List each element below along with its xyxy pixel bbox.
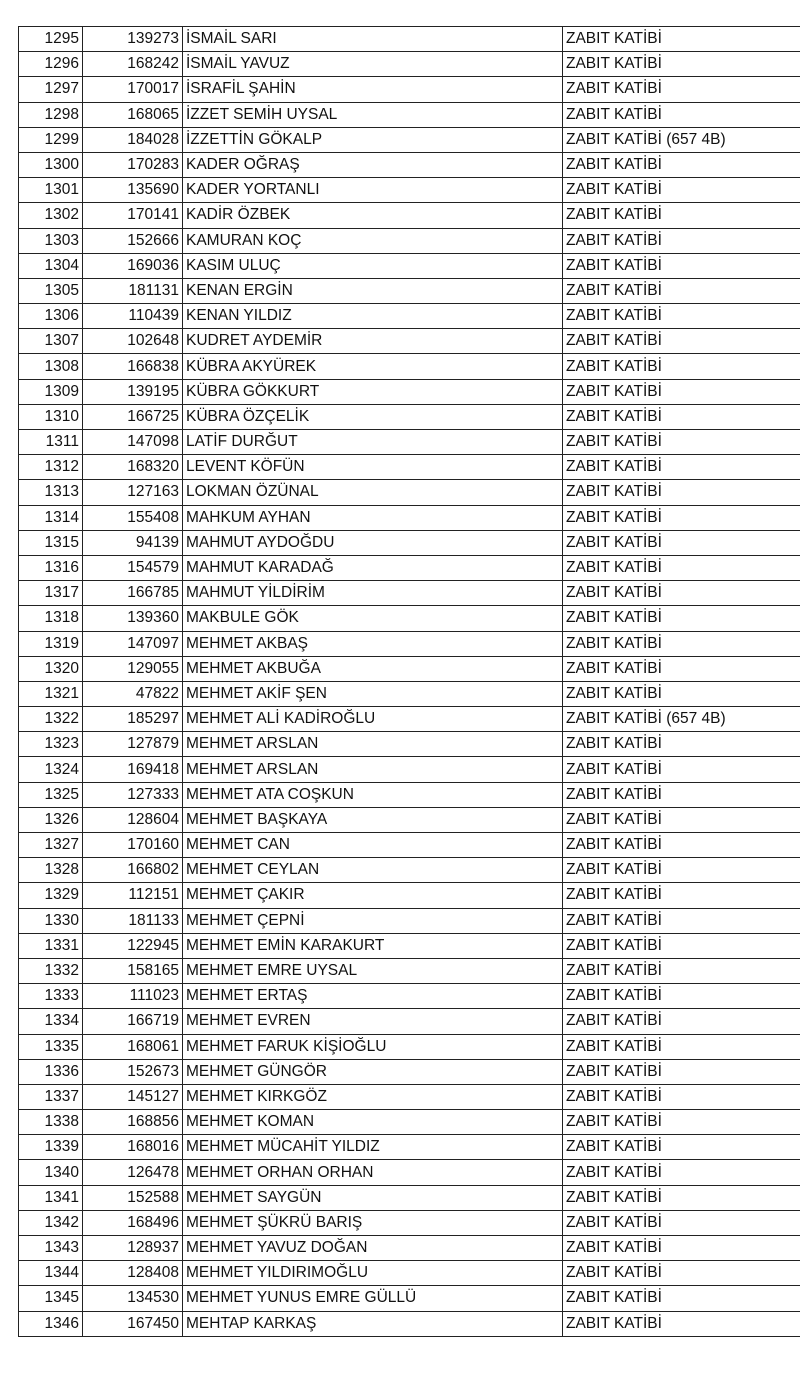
registry-number-cell: 170141 bbox=[83, 203, 183, 228]
registry-number-cell: 170283 bbox=[83, 152, 183, 177]
title-cell: ZABIT KATİBİ bbox=[563, 228, 800, 253]
registry-number-cell: 168016 bbox=[83, 1135, 183, 1160]
registry-number-cell: 185297 bbox=[83, 707, 183, 732]
registry-number-cell: 166725 bbox=[83, 404, 183, 429]
table-row bbox=[19, 732, 800, 757]
title-cell: ZABIT KATİBİ (657 4B) bbox=[563, 707, 800, 732]
title-cell: ZABIT KATİBİ bbox=[563, 1135, 800, 1160]
title-cell: ZABIT KATİBİ bbox=[563, 77, 800, 102]
table-row bbox=[19, 102, 800, 127]
title-cell: ZABIT KATİBİ bbox=[563, 480, 800, 505]
full-name-cell: LOKMAN ÖZÜNAL bbox=[183, 480, 563, 505]
registry-number-cell: 102648 bbox=[83, 329, 183, 354]
row-number-cell: 1320 bbox=[19, 656, 83, 681]
table-row bbox=[19, 1311, 800, 1336]
full-name-cell: KENAN ERGİN bbox=[183, 278, 563, 303]
row-number-cell: 1329 bbox=[19, 883, 83, 908]
full-name-cell: MEHMET YAVUZ DOĞAN bbox=[183, 1236, 563, 1261]
row-number-cell: 1335 bbox=[19, 1034, 83, 1059]
full-name-cell: İZZETTİN GÖKALP bbox=[183, 127, 563, 152]
table-row bbox=[19, 354, 800, 379]
registry-number-cell: 168496 bbox=[83, 1210, 183, 1235]
full-name-cell: MEHMET YUNUS EMRE GÜLLÜ bbox=[183, 1286, 563, 1311]
table-row bbox=[19, 455, 800, 480]
title-cell: ZABIT KATİBİ bbox=[563, 581, 800, 606]
registry-number-cell: 155408 bbox=[83, 505, 183, 530]
row-number-cell: 1301 bbox=[19, 178, 83, 203]
full-name-cell: MEHMET AKBUĞA bbox=[183, 656, 563, 681]
full-name-cell: KENAN YILDIZ bbox=[183, 304, 563, 329]
table-row bbox=[19, 858, 800, 883]
registry-number-cell: 147098 bbox=[83, 430, 183, 455]
full-name-cell: MEHMET CAN bbox=[183, 833, 563, 858]
row-number-cell: 1317 bbox=[19, 581, 83, 606]
full-name-cell: MEHMET EMRE UYSAL bbox=[183, 958, 563, 983]
row-number-cell: 1295 bbox=[19, 27, 83, 52]
row-number-cell: 1341 bbox=[19, 1185, 83, 1210]
full-name-cell: MEHMET ÇAKIR bbox=[183, 883, 563, 908]
registry-number-cell: 169036 bbox=[83, 253, 183, 278]
table-row bbox=[19, 833, 800, 858]
table-row bbox=[19, 480, 800, 505]
registry-number-cell: 127879 bbox=[83, 732, 183, 757]
row-number-cell: 1346 bbox=[19, 1311, 83, 1336]
registry-number-cell: 122945 bbox=[83, 933, 183, 958]
registry-number-cell: 128408 bbox=[83, 1261, 183, 1286]
registry-number-cell: 184028 bbox=[83, 127, 183, 152]
title-cell: ZABIT KATİBİ bbox=[563, 102, 800, 127]
table-row bbox=[19, 27, 800, 52]
title-cell: ZABIT KATİBİ bbox=[563, 933, 800, 958]
title-cell: ZABIT KATİBİ bbox=[563, 1110, 800, 1135]
table-row bbox=[19, 1110, 800, 1135]
title-cell: ZABIT KATİBİ bbox=[563, 1160, 800, 1185]
full-name-cell: İSMAİL SARI bbox=[183, 27, 563, 52]
row-number-cell: 1312 bbox=[19, 455, 83, 480]
registry-number-cell: 147097 bbox=[83, 631, 183, 656]
table-row bbox=[19, 203, 800, 228]
row-number-cell: 1331 bbox=[19, 933, 83, 958]
title-cell: ZABIT KATİBİ bbox=[563, 27, 800, 52]
full-name-cell: KUDRET AYDEMİR bbox=[183, 329, 563, 354]
row-number-cell: 1307 bbox=[19, 329, 83, 354]
table-row bbox=[19, 707, 800, 732]
title-cell: ZABIT KATİBİ bbox=[563, 379, 800, 404]
table-row bbox=[19, 555, 800, 580]
title-cell: ZABIT KATİBİ bbox=[563, 1261, 800, 1286]
row-number-cell: 1309 bbox=[19, 379, 83, 404]
full-name-cell: MAHMUT YİLDİRİM bbox=[183, 581, 563, 606]
table-row bbox=[19, 1059, 800, 1084]
title-cell: ZABIT KATİBİ bbox=[563, 958, 800, 983]
row-number-cell: 1343 bbox=[19, 1236, 83, 1261]
registry-number-cell: 112151 bbox=[83, 883, 183, 908]
title-cell: ZABIT KATİBİ bbox=[563, 984, 800, 1009]
full-name-cell: MEHMET ARSLAN bbox=[183, 757, 563, 782]
table-row bbox=[19, 1210, 800, 1235]
registry-number-cell: 47822 bbox=[83, 681, 183, 706]
table-row bbox=[19, 77, 800, 102]
full-name-cell: MEHTAP KARKAŞ bbox=[183, 1311, 563, 1336]
table-row bbox=[19, 656, 800, 681]
full-name-cell: KÜBRA GÖKKURT bbox=[183, 379, 563, 404]
registry-number-cell: 170017 bbox=[83, 77, 183, 102]
title-cell: ZABIT KATİBİ bbox=[563, 1185, 800, 1210]
table-row bbox=[19, 228, 800, 253]
title-cell: ZABIT KATİBİ bbox=[563, 278, 800, 303]
registry-number-cell: 135690 bbox=[83, 178, 183, 203]
row-number-cell: 1310 bbox=[19, 404, 83, 429]
full-name-cell: MEHMET MÜCAHİT YILDIZ bbox=[183, 1135, 563, 1160]
row-number-cell: 1300 bbox=[19, 152, 83, 177]
full-name-cell: KÜBRA ÖZÇELİK bbox=[183, 404, 563, 429]
table-row bbox=[19, 606, 800, 631]
title-cell: ZABIT KATİBİ bbox=[563, 1059, 800, 1084]
full-name-cell: İSRAFİL ŞAHİN bbox=[183, 77, 563, 102]
table-row bbox=[19, 1236, 800, 1261]
title-cell: ZABIT KATİBİ bbox=[563, 430, 800, 455]
row-number-cell: 1297 bbox=[19, 77, 83, 102]
table-row bbox=[19, 530, 800, 555]
registry-number-cell: 168061 bbox=[83, 1034, 183, 1059]
registry-number-cell: 181133 bbox=[83, 908, 183, 933]
table-row bbox=[19, 505, 800, 530]
row-number-cell: 1316 bbox=[19, 555, 83, 580]
full-name-cell: MEHMET SAYGÜN bbox=[183, 1185, 563, 1210]
table-row bbox=[19, 304, 800, 329]
full-name-cell: KASIM ULUÇ bbox=[183, 253, 563, 278]
table-row bbox=[19, 933, 800, 958]
full-name-cell: MEHMET BAŞKAYA bbox=[183, 807, 563, 832]
registry-number-cell: 128937 bbox=[83, 1236, 183, 1261]
registry-number-cell: 129055 bbox=[83, 656, 183, 681]
table-row bbox=[19, 631, 800, 656]
title-cell: ZABIT KATİBİ bbox=[563, 1009, 800, 1034]
title-cell: ZABIT KATİBİ bbox=[563, 1210, 800, 1235]
table-row bbox=[19, 430, 800, 455]
title-cell: ZABIT KATİBİ bbox=[563, 1236, 800, 1261]
full-name-cell: MAHMUT KARADAĞ bbox=[183, 555, 563, 580]
full-name-cell: İSMAİL YAVUZ bbox=[183, 52, 563, 77]
full-name-cell: MEHMET AKBAŞ bbox=[183, 631, 563, 656]
title-cell: ZABIT KATİBİ bbox=[563, 883, 800, 908]
registry-number-cell: 168065 bbox=[83, 102, 183, 127]
registry-number-cell: 168242 bbox=[83, 52, 183, 77]
title-cell: ZABIT KATİBİ bbox=[563, 178, 800, 203]
row-number-cell: 1345 bbox=[19, 1286, 83, 1311]
table-row bbox=[19, 52, 800, 77]
title-cell: ZABIT KATİBİ bbox=[563, 833, 800, 858]
full-name-cell: MEHMET ÇEPNİ bbox=[183, 908, 563, 933]
title-cell: ZABIT KATİBİ bbox=[563, 203, 800, 228]
registry-number-cell: 167450 bbox=[83, 1311, 183, 1336]
registry-number-cell: 168320 bbox=[83, 455, 183, 480]
registry-number-cell: 139360 bbox=[83, 606, 183, 631]
table-row bbox=[19, 152, 800, 177]
full-name-cell: MEHMET EVREN bbox=[183, 1009, 563, 1034]
full-name-cell: KADİR ÖZBEK bbox=[183, 203, 563, 228]
row-number-cell: 1315 bbox=[19, 530, 83, 555]
full-name-cell: KADER YORTANLI bbox=[183, 178, 563, 203]
registry-number-cell: 166719 bbox=[83, 1009, 183, 1034]
row-number-cell: 1322 bbox=[19, 707, 83, 732]
row-number-cell: 1304 bbox=[19, 253, 83, 278]
full-name-cell: MEHMET ALİ KADİROĞLU bbox=[183, 707, 563, 732]
table-row bbox=[19, 807, 800, 832]
table-row bbox=[19, 782, 800, 807]
title-cell: ZABIT KATİBİ bbox=[563, 505, 800, 530]
row-number-cell: 1305 bbox=[19, 278, 83, 303]
full-name-cell: MEHMET GÜNGÖR bbox=[183, 1059, 563, 1084]
title-cell: ZABIT KATİBİ bbox=[563, 52, 800, 77]
table-row bbox=[19, 681, 800, 706]
table-row bbox=[19, 404, 800, 429]
full-name-cell: MEHMET FARUK KİŞİOĞLU bbox=[183, 1034, 563, 1059]
row-number-cell: 1311 bbox=[19, 430, 83, 455]
title-cell: ZABIT KATİBİ bbox=[563, 782, 800, 807]
full-name-cell: MEHMET ORHAN ORHAN bbox=[183, 1160, 563, 1185]
row-number-cell: 1314 bbox=[19, 505, 83, 530]
row-number-cell: 1321 bbox=[19, 681, 83, 706]
row-number-cell: 1323 bbox=[19, 732, 83, 757]
table-row bbox=[19, 883, 800, 908]
title-cell: ZABIT KATİBİ bbox=[563, 908, 800, 933]
personnel-table-body bbox=[19, 27, 800, 1337]
table-row bbox=[19, 1135, 800, 1160]
title-cell: ZABIT KATİBİ bbox=[563, 732, 800, 757]
full-name-cell: MAHMUT AYDOĞDU bbox=[183, 530, 563, 555]
registry-number-cell: 166802 bbox=[83, 858, 183, 883]
full-name-cell: LATİF DURĞUT bbox=[183, 430, 563, 455]
registry-number-cell: 94139 bbox=[83, 530, 183, 555]
registry-number-cell: 134530 bbox=[83, 1286, 183, 1311]
full-name-cell: MAHKUM AYHAN bbox=[183, 505, 563, 530]
row-number-cell: 1296 bbox=[19, 52, 83, 77]
row-number-cell: 1340 bbox=[19, 1160, 83, 1185]
full-name-cell: MEHMET EMİN KARAKURT bbox=[183, 933, 563, 958]
title-cell: ZABIT KATİBİ bbox=[563, 656, 800, 681]
full-name-cell: KADER OĞRAŞ bbox=[183, 152, 563, 177]
full-name-cell: MEHMET KOMAN bbox=[183, 1110, 563, 1135]
table-row bbox=[19, 253, 800, 278]
table-row bbox=[19, 1185, 800, 1210]
title-cell: ZABIT KATİBİ bbox=[563, 354, 800, 379]
full-name-cell: İZZET SEMİH UYSAL bbox=[183, 102, 563, 127]
full-name-cell: MEHMET CEYLAN bbox=[183, 858, 563, 883]
title-cell: ZABIT KATİBİ bbox=[563, 530, 800, 555]
table-row bbox=[19, 1084, 800, 1109]
row-number-cell: 1299 bbox=[19, 127, 83, 152]
title-cell: ZABIT KATİBİ bbox=[563, 1286, 800, 1311]
title-cell: ZABIT KATİBİ bbox=[563, 253, 800, 278]
row-number-cell: 1302 bbox=[19, 203, 83, 228]
row-number-cell: 1332 bbox=[19, 958, 83, 983]
registry-number-cell: 152666 bbox=[83, 228, 183, 253]
full-name-cell: KAMURAN KOÇ bbox=[183, 228, 563, 253]
table-row bbox=[19, 1034, 800, 1059]
row-number-cell: 1318 bbox=[19, 606, 83, 631]
registry-number-cell: 169418 bbox=[83, 757, 183, 782]
table-row bbox=[19, 379, 800, 404]
registry-number-cell: 152588 bbox=[83, 1185, 183, 1210]
registry-number-cell: 110439 bbox=[83, 304, 183, 329]
table-row bbox=[19, 1261, 800, 1286]
title-cell: ZABIT KATİBİ bbox=[563, 152, 800, 177]
registry-number-cell: 127333 bbox=[83, 782, 183, 807]
registry-number-cell: 168856 bbox=[83, 1110, 183, 1135]
registry-number-cell: 111023 bbox=[83, 984, 183, 1009]
table-row bbox=[19, 329, 800, 354]
row-number-cell: 1303 bbox=[19, 228, 83, 253]
full-name-cell: MEHMET YILDIRIMOĞLU bbox=[183, 1261, 563, 1286]
table-row bbox=[19, 1286, 800, 1311]
full-name-cell: MAKBULE GÖK bbox=[183, 606, 563, 631]
table-row bbox=[19, 127, 800, 152]
row-number-cell: 1342 bbox=[19, 1210, 83, 1235]
title-cell: ZABIT KATİBİ bbox=[563, 1084, 800, 1109]
table-row bbox=[19, 757, 800, 782]
row-number-cell: 1336 bbox=[19, 1059, 83, 1084]
table-row bbox=[19, 581, 800, 606]
row-number-cell: 1324 bbox=[19, 757, 83, 782]
full-name-cell: KÜBRA AKYÜREK bbox=[183, 354, 563, 379]
registry-number-cell: 126478 bbox=[83, 1160, 183, 1185]
title-cell: ZABIT KATİBİ bbox=[563, 304, 800, 329]
registry-number-cell: 145127 bbox=[83, 1084, 183, 1109]
row-number-cell: 1319 bbox=[19, 631, 83, 656]
row-number-cell: 1344 bbox=[19, 1261, 83, 1286]
full-name-cell: MEHMET ERTAŞ bbox=[183, 984, 563, 1009]
title-cell: ZABIT KATİBİ bbox=[563, 1311, 800, 1336]
row-number-cell: 1306 bbox=[19, 304, 83, 329]
registry-number-cell: 152673 bbox=[83, 1059, 183, 1084]
personnel-table bbox=[18, 26, 800, 1337]
registry-number-cell: 158165 bbox=[83, 958, 183, 983]
registry-number-cell: 166838 bbox=[83, 354, 183, 379]
title-cell: ZABIT KATİBİ bbox=[563, 555, 800, 580]
registry-number-cell: 127163 bbox=[83, 480, 183, 505]
title-cell: ZABIT KATİBİ (657 4B) bbox=[563, 127, 800, 152]
table-row bbox=[19, 958, 800, 983]
row-number-cell: 1339 bbox=[19, 1135, 83, 1160]
title-cell: ZABIT KATİBİ bbox=[563, 606, 800, 631]
row-number-cell: 1327 bbox=[19, 833, 83, 858]
table-row bbox=[19, 1009, 800, 1034]
registry-number-cell: 139195 bbox=[83, 379, 183, 404]
full-name-cell: MEHMET ARSLAN bbox=[183, 732, 563, 757]
title-cell: ZABIT KATİBİ bbox=[563, 807, 800, 832]
registry-number-cell: 139273 bbox=[83, 27, 183, 52]
full-name-cell: MEHMET KIRKGÖZ bbox=[183, 1084, 563, 1109]
registry-number-cell: 154579 bbox=[83, 555, 183, 580]
row-number-cell: 1308 bbox=[19, 354, 83, 379]
title-cell: ZABIT KATİBİ bbox=[563, 757, 800, 782]
full-name-cell: MEHMET ATA COŞKUN bbox=[183, 782, 563, 807]
title-cell: ZABIT KATİBİ bbox=[563, 858, 800, 883]
title-cell: ZABIT KATİBİ bbox=[563, 1034, 800, 1059]
row-number-cell: 1298 bbox=[19, 102, 83, 127]
full-name-cell: MEHMET ŞÜKRÜ BARIŞ bbox=[183, 1210, 563, 1235]
title-cell: ZABIT KATİBİ bbox=[563, 404, 800, 429]
registry-number-cell: 170160 bbox=[83, 833, 183, 858]
row-number-cell: 1333 bbox=[19, 984, 83, 1009]
row-number-cell: 1334 bbox=[19, 1009, 83, 1034]
table-row bbox=[19, 984, 800, 1009]
row-number-cell: 1326 bbox=[19, 807, 83, 832]
registry-number-cell: 128604 bbox=[83, 807, 183, 832]
row-number-cell: 1338 bbox=[19, 1110, 83, 1135]
table-row bbox=[19, 278, 800, 303]
title-cell: ZABIT KATİBİ bbox=[563, 455, 800, 480]
full-name-cell: MEHMET AKİF ŞEN bbox=[183, 681, 563, 706]
table-row bbox=[19, 908, 800, 933]
full-name-cell: LEVENT KÖFÜN bbox=[183, 455, 563, 480]
row-number-cell: 1328 bbox=[19, 858, 83, 883]
title-cell: ZABIT KATİBİ bbox=[563, 329, 800, 354]
registry-number-cell: 166785 bbox=[83, 581, 183, 606]
row-number-cell: 1325 bbox=[19, 782, 83, 807]
table-row bbox=[19, 1160, 800, 1185]
title-cell: ZABIT KATİBİ bbox=[563, 631, 800, 656]
registry-number-cell: 181131 bbox=[83, 278, 183, 303]
row-number-cell: 1313 bbox=[19, 480, 83, 505]
row-number-cell: 1337 bbox=[19, 1084, 83, 1109]
row-number-cell: 1330 bbox=[19, 908, 83, 933]
title-cell: ZABIT KATİBİ bbox=[563, 681, 800, 706]
table-row bbox=[19, 178, 800, 203]
